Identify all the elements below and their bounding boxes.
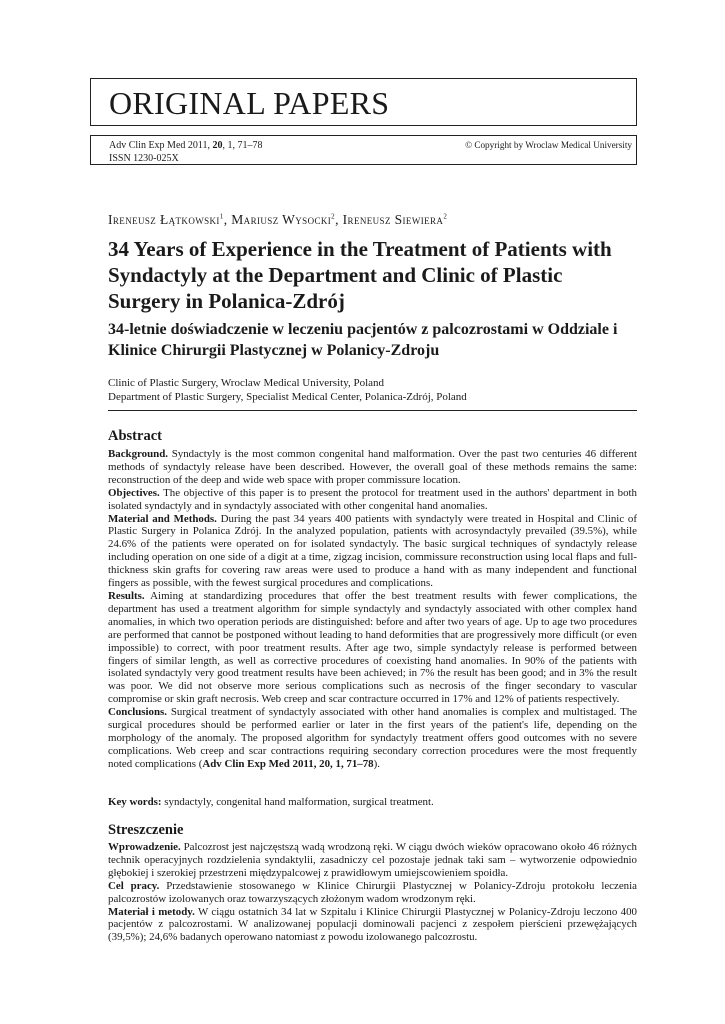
journal-citation (109, 139, 263, 165)
author-name: Ireneusz Siewiera (342, 212, 444, 227)
keywords (108, 796, 637, 808)
abstract-body (108, 448, 637, 771)
affiliations (108, 376, 467, 404)
streszczenie-wprowadzenie-label: Wprowadzenie. (108, 841, 181, 853)
streszczenie-cel-label: Cel pracy. (108, 879, 160, 892)
abstract-methods-label: Material and Methods. (108, 512, 217, 525)
abstract-objectives-label: Objectives. (108, 486, 160, 499)
citation-suffix: , 1, 71–78 (222, 140, 263, 151)
affiliation-line: Department of Plastic Surgery, Specialist Medical Center, Polanica-Zdrój, Poland (108, 391, 467, 403)
paper-subtitle-polish: 34-letnie doświadczenie w leczeniu pacjentów z palcozrostami w Oddziale i Klinice Chirurgii Plastycznej w Polanicy-Zdroju (108, 321, 618, 359)
paper-title: 34 Years of Experience in the Treatment of Patients with Syndactyly at the Department and Clinic of Plastic Surgery in Polanica-Zdrój (108, 237, 612, 313)
streszczenie-material-text: W ciągu ostatnich 34 lat w Szpitalu i Klinice Chirurgii Plastycznej w Polanicy-Zdroju leczono 400 pacjentów z palcozrostami. W analizowanej populacji dominowali pacjenci z zespołem pierścieni przewężających (39,5%); 24,6% badanych operowano natomiast z powodu izolowanego palcozrostu. (108, 905, 637, 944)
issn: ISSN 1230-025X (109, 153, 179, 164)
abstract-results-label: Results. (108, 589, 145, 602)
author-list: Ireneusz Łątkowski$^1$, Mariusz Wysocki$^2$, Ireneusz Siewiera$^2$ (108, 212, 448, 227)
streszczenie-wprowadzenie-text: Palcozrost jest najczęstszą wadą wrodzoną ręki. W ciągu dwóch wieków opracowano około 46 różnych technik operacyjnych rozdzielenia syndaktylii, zasadniczy cel pozostaje jednak taki sam – wytworzenie odpowiednio głębokiej i szerokiej przestrzeni międzypalcowej z prawidłowym umiejscowieniem spoidła. (108, 841, 637, 879)
abstract-background-text: Syndactyly is the most common congenital hand malformation. Over the past two centuries 46 different methods of syndactyly release have been described. However, the overall goal of these methods remains the same: reconstruction of the deep and wide web space with proper commissure location. (108, 448, 637, 486)
author-affiliation-mark: 2 (443, 212, 448, 221)
streszczenie-material-label: Materiał i metody. (108, 905, 195, 918)
streszczenie-heading: Streszczenie (108, 822, 184, 838)
section-banner (90, 78, 637, 126)
abstract-conclusions-text: Surgical treatment of syndactyly associated with other hand anomalies is complex and multistaged. The surgical procedures should be performed earlier or later in the first years of the patient's life, depending on the morphology of the anomaly. The proposed algorithm for syndactyly treatment offers good outcomes with no severe complications. Web creep and scar contractions requiring secondary correction procedures were the most frequently noted complications ( (108, 706, 637, 770)
copyright: © Copyright by Wroclaw Medical University (465, 140, 632, 150)
abstract-conclusions-end: ). (373, 757, 380, 770)
citation-prefix: Adv Clin Exp Med 2011, (109, 140, 213, 151)
author-affiliation-mark: 2 (331, 212, 336, 221)
banner-title: ORIGINAL PAPERS (109, 85, 390, 121)
section-divider (108, 410, 637, 411)
author-affiliation-mark: 1 (219, 212, 224, 221)
author-name: Mariusz Wysocki (231, 212, 332, 227)
keywords-text: syndactyly, congenital hand malformation, surgical treatment. (161, 796, 434, 808)
abstract-results-text: Aiming at standardizing procedures that offer the best treatment results with fewer complications, the department has used a treatment algorithm for simple syndactyly and syndactyly associated with other complex hand anomalies, in which two operation periods are distinguished: before and after two years of age. Up to age two procedures are performed that cannot be postponed without leading to hand deformities that are progressively more difficult (or even impossible) to correct, with poor treatment results. After age two, simple syndactyly release is performed between fingers of similar length, as well as corrective procedures of coexisting hand anomalies. In 90% of the patients with isolated syndactyly very good treatment results have been achieved; in 7% the result has been good; and in 3% the result was poor. We did not observe more serious complications such as necrosis of the finger secondary to vascular compromise or skin graft necrosis. Web creep and scar contracture occurred in 17% and 12% of patients respectively. (108, 589, 637, 706)
streszczenie-cel-text: Przedstawienie stosowanego w Klinice Chirurgii Plastycznej w Polanicy-Zdroju protokołu leczenia palcozrostów izolowanych oraz towarzyszących złożonym wadom wrodzonym ręki. (108, 879, 637, 905)
abstract-conclusions-label: Conclusions. (108, 706, 168, 719)
abstract-citation: Adv Clin Exp Med 2011, 20, 1, 71–78 (202, 757, 374, 770)
citation-volume: 20 (212, 140, 223, 151)
abstract-objectives-text: The objective of this paper is to present the protocol for treatment used in the authors' department in both isolated syndactyly and in syndactyly associated with other congenital hand anomalies. (108, 486, 637, 512)
author-name: Ireneusz Łątkowski (108, 212, 220, 227)
citation-box (90, 135, 637, 165)
abstract-heading: Abstract (108, 428, 162, 444)
keywords-label: Key words: (108, 796, 162, 808)
abstract-background-label: Background. (108, 448, 169, 460)
streszczenie-body (108, 841, 637, 944)
affiliation-line: Clinic of Plastic Surgery, Wroclaw Medical University, Poland (108, 377, 385, 389)
abstract-methods-text: During the past 34 years 400 patients with syndactyly were treated in Hospital and Clinic of Plastic Surgery in Polanica Zdrój. In the analyzed population, patients with acrosyndactyly prevailed (39.5%), while 24.6% of the patients were operated on for isolated syndactyly. The basic surgical techniques of syndactyly release including operation on one side of a digit at a time, zigzag incision, commissure reconstruction using local flaps and full-thickness skin grafts for covering raw areas were used to produce a hand with as many independent and functional fingers as possible, with the fewest surgical procedures and complications. (108, 512, 638, 590)
